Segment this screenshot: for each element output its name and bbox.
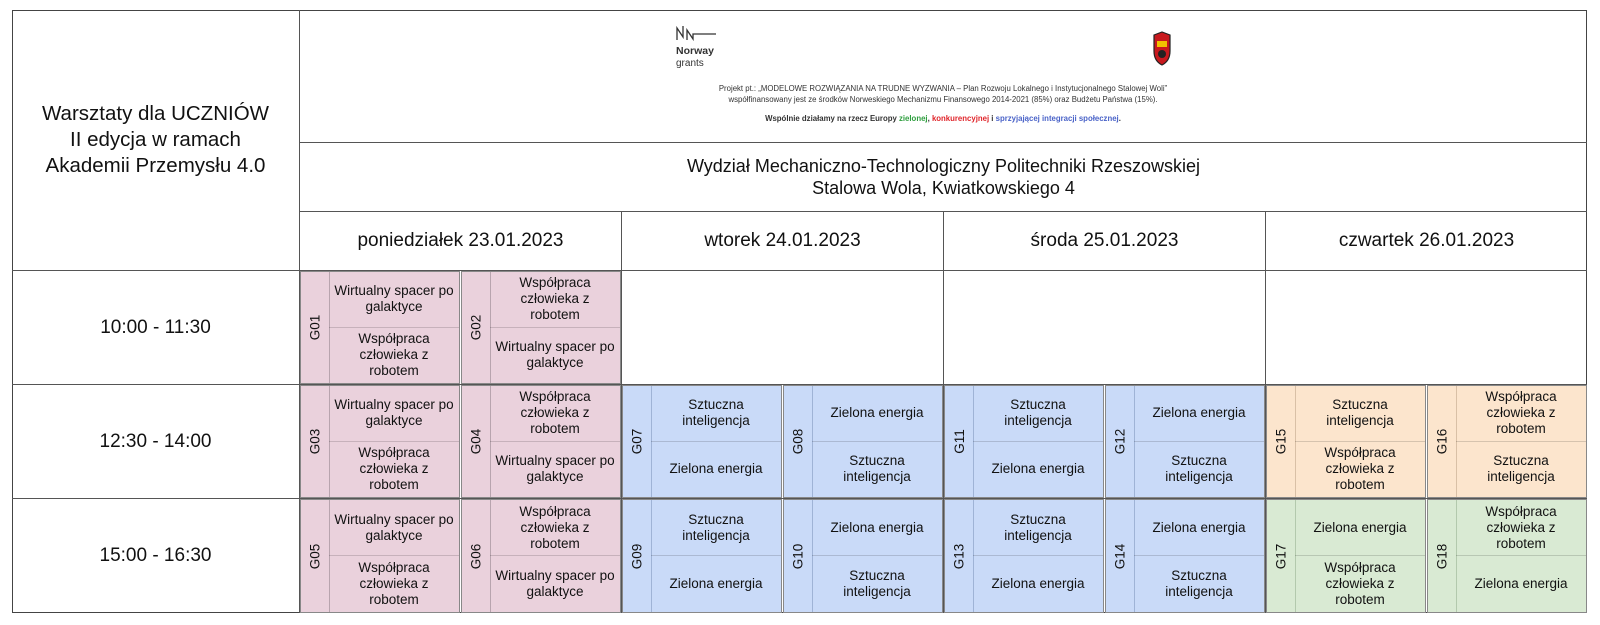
group-cell-g02 [461,271,621,384]
group-id [1106,386,1135,497]
group-id [784,386,813,497]
group-cell-g09 [622,499,782,613]
group-cell-g12 [1105,385,1265,498]
workshop-topic: Współpraca człowieka z robotem [490,386,620,442]
workshop-topic: Sztuczna inteligencja [973,500,1103,556]
group-cell-g08 [783,385,943,498]
group-cell-g14 [1105,499,1265,613]
slogan-text: , [927,114,932,123]
workshop-topic: Sztuczna inteligencja [843,568,911,599]
workshop-topic: Zielona energia [812,386,942,442]
slogan [300,113,1586,124]
group-id-label: G18 [1434,543,1450,569]
venue-line: Wydział Mechaniczno-Technologiczny Politechniki Rzeszowskiej [686,156,1201,176]
workshop-topic: Współpraca człowieka z robotem [358,445,430,493]
group-id-label: G05 [307,543,323,569]
venue-line: Stalowa Wola, Kwiatkowskiego 4 [812,178,1075,198]
slogan-blue: sprzyjającej integracji społecznej [995,114,1119,123]
workshop-topic: Zielona energia [812,500,942,556]
group-id [462,386,491,497]
workshop-topic: Współpraca człowieka z robotem [1324,560,1396,607]
slogan-text: i [989,114,996,123]
city-crest-logo [1150,31,1174,72]
workshop-topic: Wirtualny spacer po galaktyce [495,339,615,371]
group-id-label: G12 [1112,428,1128,455]
workshop-topic: Wirtualny spacer po galaktyce [329,386,459,442]
group-id [623,500,652,612]
workshop-topic: Sztuczna inteligencja [651,386,781,442]
event-title-line: Warsztaty dla UCZNIÓW [41,102,270,125]
project-banner [300,11,1586,142]
workshop-topic: Współpraca człowieka z robotem [490,500,620,556]
group-cell-g05 [300,499,460,613]
workshop-topic: Zielona energia [1134,386,1264,442]
group-cell-g11 [944,385,1104,498]
group-id [1267,500,1296,612]
group-id [623,386,652,497]
group-id [301,500,330,612]
workshop-topic: Zielona energia [991,576,1085,591]
group-id [945,500,974,612]
group-cell-g17 [1266,499,1426,613]
group-cell-g10 [783,499,943,613]
group-id [462,500,491,612]
group-id-label: G14 [1112,543,1128,569]
group-id [301,272,330,383]
group-id-label: G15 [1273,428,1289,455]
group-id-label: G07 [629,428,645,455]
norway-grants-logo [676,25,718,70]
workshop-topic: Zielona energia [1474,576,1568,591]
workshop-topic: Zielona energia [669,461,763,477]
group-id [945,386,974,497]
event-title-line: II edycja w ramach [70,128,241,151]
group-id-label: G16 [1434,428,1450,455]
workshop-topic: Sztuczna inteligencja [651,500,781,556]
workshop-topic: Współpraca człowieka z robotem [1324,445,1396,493]
time-slot: 15:00 - 16:30 [99,545,212,566]
workshop-topic: Sztuczna inteligencja [1165,568,1233,599]
workshop-topic: Zielona energia [669,576,763,591]
workshop-topic: Współpraca człowieka z robotem [1456,500,1586,556]
group-id-label: G01 [307,314,323,341]
workshop-topic: Sztuczna inteligencja [1295,386,1425,442]
slogan-text: Wspólnie działamy na rzecz Europy [765,114,899,123]
day-header: poniedziałek 23.01.2023 [357,230,564,251]
group-id-label: G13 [951,543,967,569]
event-title [12,10,299,270]
workshop-topic: Wirtualny spacer po galaktyce [495,568,615,599]
project-info [300,83,1586,124]
slogan-green: zielonej [898,114,928,123]
group-id-label: G06 [468,543,484,569]
group-id [301,386,330,497]
group-id [1428,500,1457,612]
workshop-topic: Współpraca człowieka z robotem [490,272,620,328]
time-slot: 12:30 - 14:00 [99,430,212,452]
workshop-topic: Zielona energia [1295,500,1425,556]
group-cell-g07 [622,385,782,498]
group-id [462,272,491,383]
workshop-topic: Współpraca człowieka z robotem [358,331,430,379]
time-slot: 10:00 - 11:30 [100,316,211,338]
event-title-line: Akademii Przemysłu 4.0 [45,154,266,177]
workshop-topic: Sztuczna inteligencja [1487,453,1555,485]
workshop-topic: Współpraca człowieka z robotem [358,560,430,607]
group-id-label: G09 [629,543,645,569]
group-id [1106,500,1135,612]
group-cell-g18 [1427,499,1587,613]
group-id [1428,386,1457,497]
group-cell-g01 [300,271,460,384]
group-id-label: G11 [951,429,967,454]
crest-icon [1150,31,1174,67]
workshop-topic: Zielona energia [1134,500,1264,556]
workshop-topic: Zielona energia [991,461,1085,477]
group-id-label: G08 [790,428,806,455]
group-id-label: G04 [468,428,484,455]
group-cell-g15 [1266,385,1426,498]
slogan-text: . [1118,114,1121,123]
venue [300,143,1587,211]
norway-logo-text: Norway [676,45,714,57]
group-cell-g04 [461,385,621,498]
workshop-topic: Sztuczna inteligencja [1165,453,1233,485]
group-id-label: G03 [307,428,323,455]
workshop-topic: Współpraca człowieka z robotem [1456,386,1586,442]
workshop-topic: Wirtualny spacer po galaktyce [495,453,615,485]
workshop-topic: Sztuczna inteligencja [843,453,911,485]
workshop-topic: Sztuczna inteligencja [973,386,1103,442]
norway-logo-subtext: grants [676,58,704,69]
project-line: Projekt pt.: „MODELOWE ROZWIĄZANIA NA TRUDNE WYZWANIA – Plan Rozwoju Lokalnego i Instytucjonalnego Stalowej Woli” [718,84,1168,93]
workshop-topic: Wirtualny spacer po galaktyce [329,272,459,328]
group-id [1267,386,1296,497]
day-header: środa 25.01.2023 [1030,230,1179,251]
day-header: czwartek 26.01.2023 [1338,230,1515,251]
group-cell-g16 [1427,385,1587,498]
group-cell-g13 [944,499,1104,613]
group-cell-g06 [461,499,621,613]
group-id-label: G02 [468,314,484,341]
group-id-label: G17 [1273,543,1289,569]
project-line: współfinansowany jest ze środków Norweskiego Mechanizmu Finansowego 2014-2021 (85%) oraz Budżetu Państwa (15%). [728,95,1158,104]
day-header: wtorek 24.01.2023 [704,230,861,251]
group-id-label: G10 [790,543,806,569]
workshop-topic: Wirtualny spacer po galaktyce [329,500,459,556]
slogan-red: konkurencyjnej [931,114,990,123]
group-cell-g03 [300,385,460,498]
norway-grants-icon [676,25,718,41]
group-id [784,500,813,612]
